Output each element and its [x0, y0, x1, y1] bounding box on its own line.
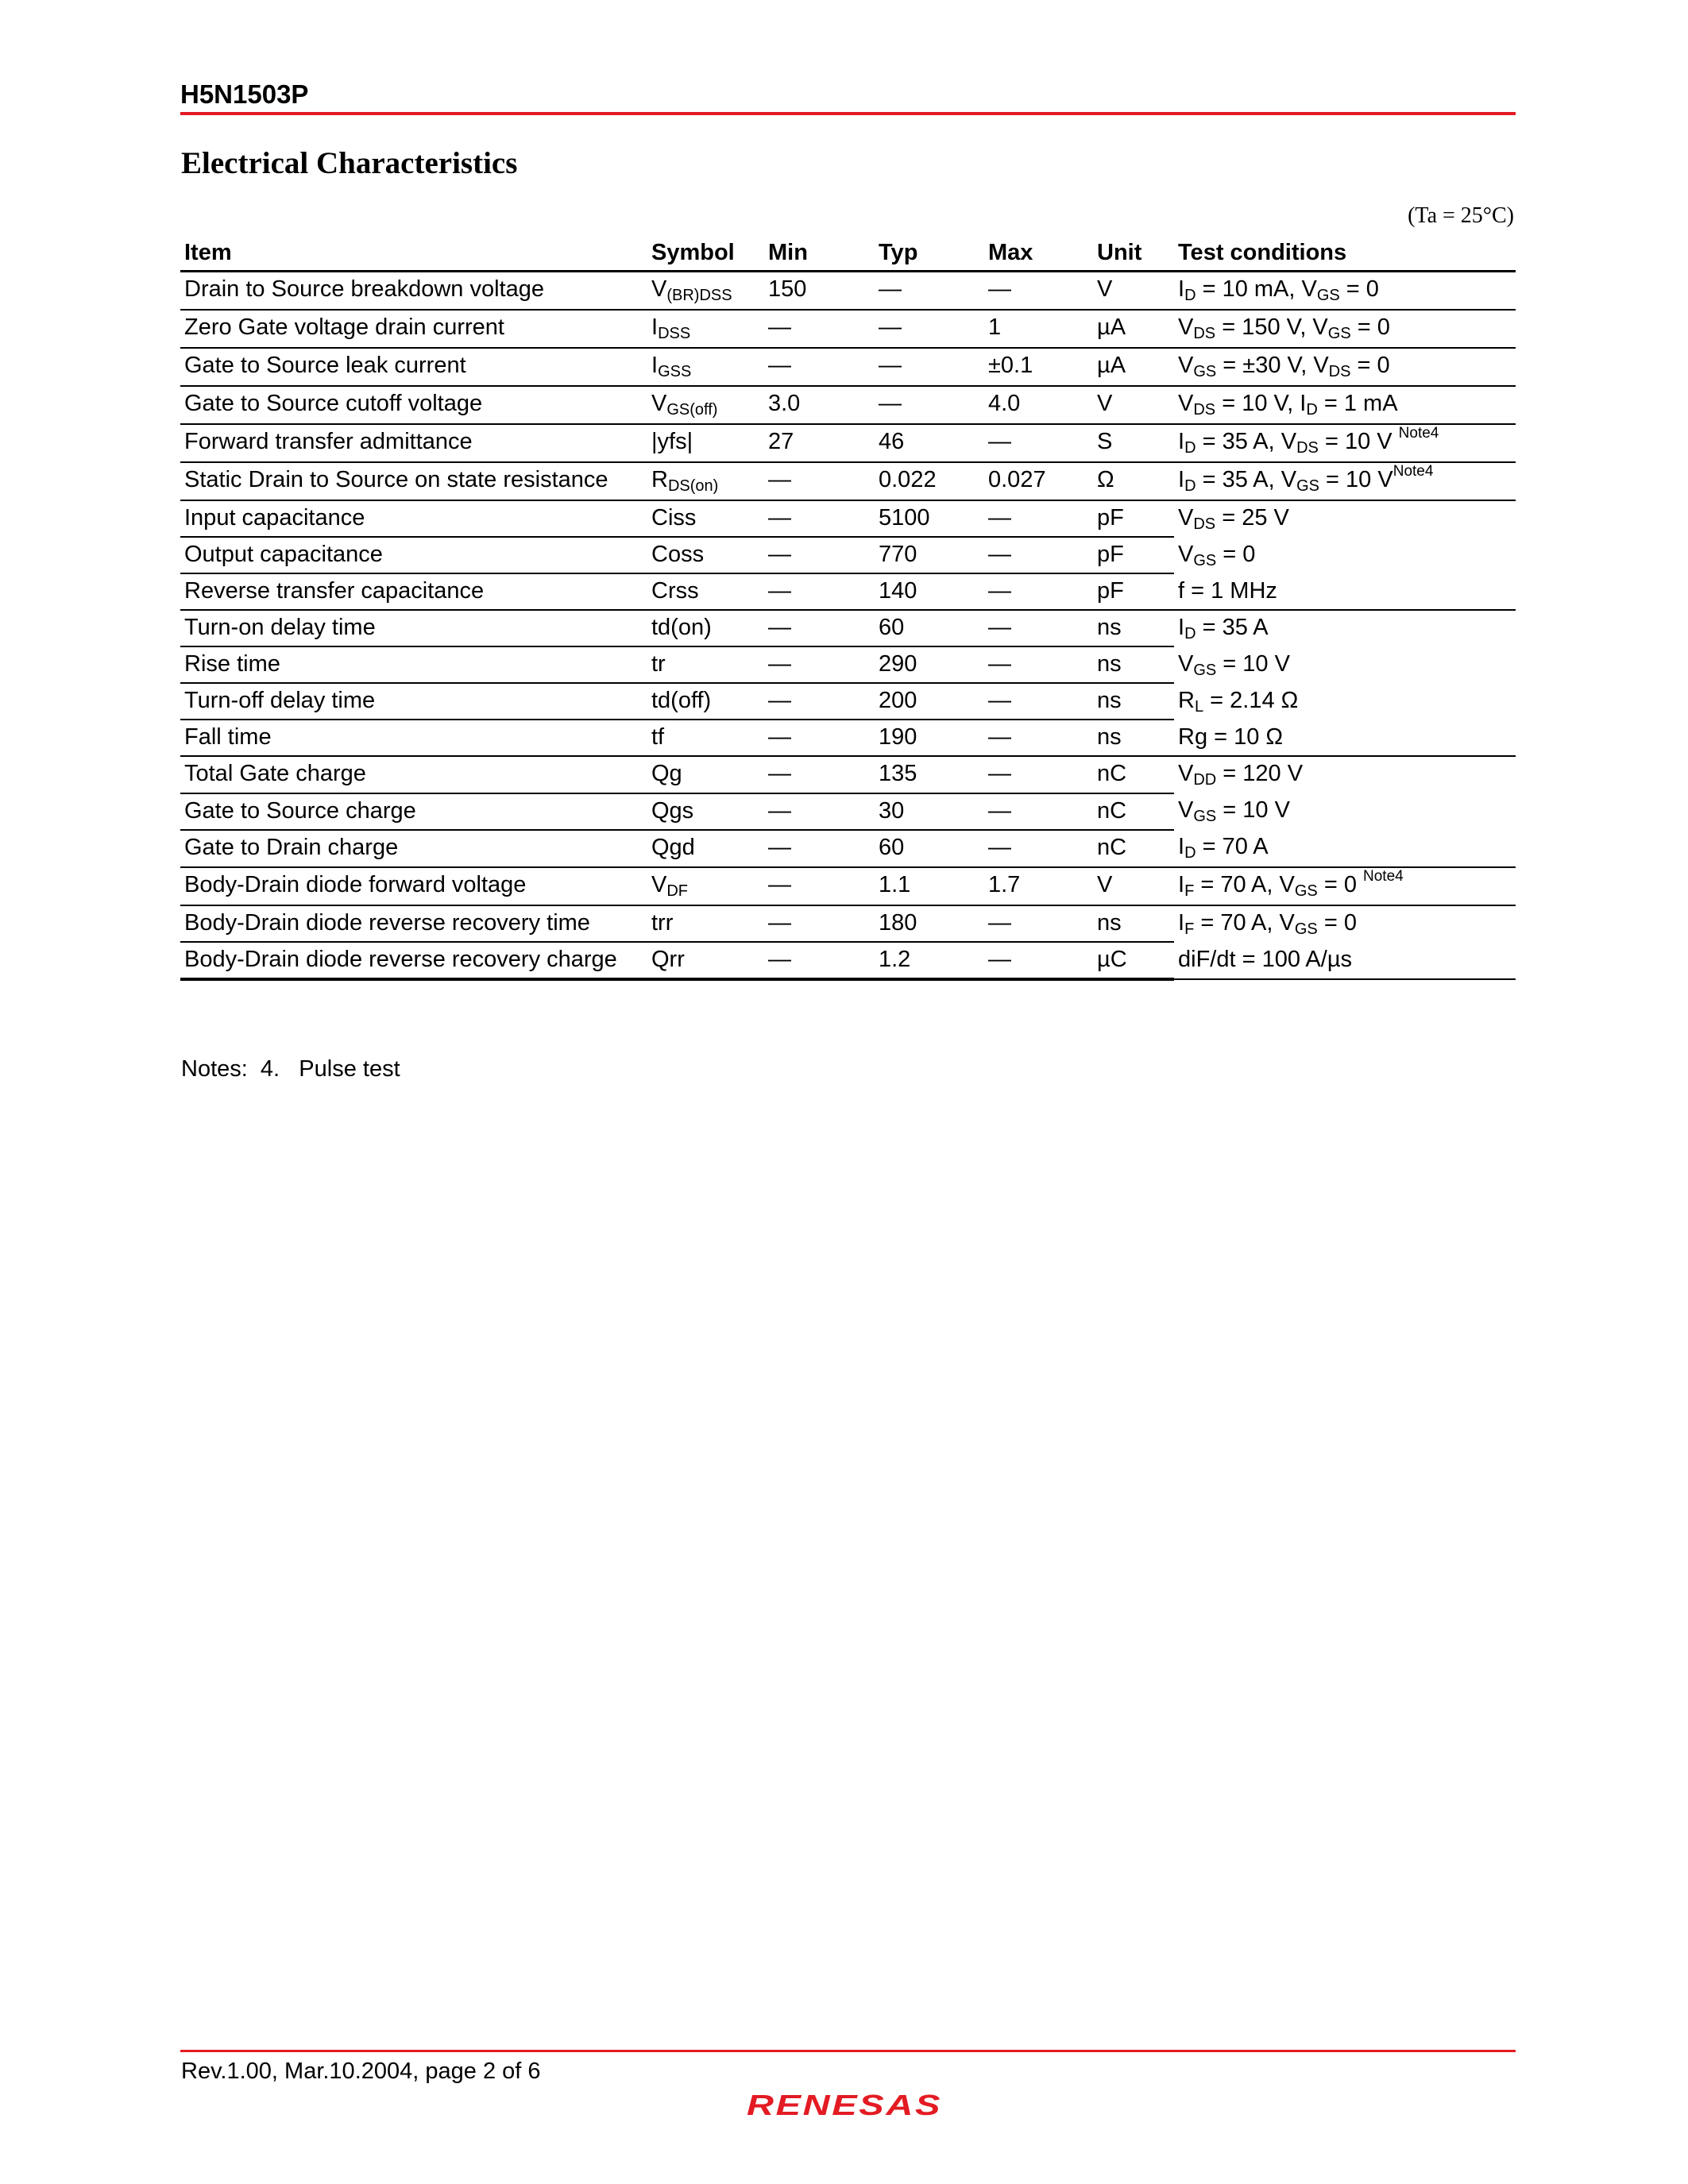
condition-subscript: GS: [1193, 808, 1217, 825]
condition-subscript: GS: [1193, 662, 1217, 679]
symbol-text: tr: [651, 651, 666, 677]
cell-min: —: [764, 830, 875, 867]
header-typ: Typ: [875, 235, 984, 272]
symbol-text: |yfs|: [651, 429, 693, 454]
cell-max: —: [984, 573, 1093, 610]
header-red-rule: [180, 112, 1516, 115]
cell-max: —: [984, 830, 1093, 867]
condition-text: I: [1178, 910, 1185, 936]
cell-typ: 770: [875, 537, 984, 573]
cell-typ: —: [875, 310, 984, 348]
condition-subscript: D: [1184, 439, 1196, 457]
symbol-text: td(off): [651, 688, 712, 713]
renesas-logo: [747, 2086, 945, 2125]
condition-note-ref: Note4: [1363, 868, 1404, 885]
cell-symbol: [647, 942, 764, 979]
cell-max: —: [984, 756, 1093, 793]
header-unit: Unit: [1093, 235, 1174, 272]
condition-subscript: DS: [1193, 401, 1216, 419]
condition-line: [1178, 501, 1516, 538]
symbol-subscript: (BR)DSS: [666, 287, 732, 304]
table-row: [180, 310, 1516, 348]
cell-item: Static Drain to Source on state resistance: [180, 462, 647, 500]
cell-max: 0.027: [984, 462, 1093, 500]
table-row: [180, 756, 1516, 793]
cell-item: Input capacitance: [180, 500, 647, 537]
table-row: [180, 348, 1516, 386]
cell-item: Fall time: [180, 720, 647, 756]
cell-unit: ns: [1093, 646, 1174, 683]
condition-text: Rg = 10 Ω: [1178, 724, 1284, 750]
cell-min: —: [764, 756, 875, 793]
condition-text: V: [1178, 505, 1194, 531]
cell-item: Gate to Source leak current: [180, 348, 647, 386]
condition-text: = 1 mA: [1317, 391, 1398, 416]
symbol-text: Qgs: [651, 797, 694, 824]
cell-unit: pF: [1093, 500, 1174, 537]
cell-min: —: [764, 720, 875, 756]
condition-text: = 0: [1339, 276, 1379, 302]
condition-text: I: [1178, 834, 1185, 859]
condition-line: [1178, 757, 1516, 793]
table-row: [180, 386, 1516, 424]
cell-min: 150: [764, 272, 875, 311]
table-header-row: [180, 235, 1516, 272]
header-max: Max: [984, 235, 1093, 272]
condition-line: [1178, 720, 1516, 754]
condition-subscript: GS: [1294, 920, 1318, 938]
condition-subscript: DS: [1193, 515, 1216, 533]
electrical-characteristics-table: [180, 235, 1516, 981]
cell-typ: 140: [875, 573, 984, 610]
condition-subscript: D: [1184, 625, 1196, 642]
condition-subscript: F: [1184, 882, 1195, 900]
symbol-subscript: DS(on): [667, 477, 719, 495]
cell-test-conditions: [1174, 462, 1516, 500]
cell-unit: µA: [1093, 348, 1174, 386]
cell-min: —: [764, 573, 875, 610]
cell-max: —: [984, 646, 1093, 683]
condition-text: = 0: [1216, 542, 1256, 567]
cell-item: Rise time: [180, 646, 647, 683]
header-symbol: Symbol: [647, 235, 764, 272]
condition-text: = 0: [1350, 314, 1390, 340]
cell-unit: ns: [1093, 683, 1174, 720]
table-row: [180, 867, 1516, 905]
condition-text: = 120 V: [1216, 761, 1304, 786]
cell-symbol: [647, 537, 764, 573]
symbol-text: tf: [651, 724, 665, 750]
cell-symbol: [647, 610, 764, 646]
symbol-text: V: [651, 391, 667, 416]
condition-line: [1178, 647, 1516, 684]
cell-test-conditions: [1174, 756, 1516, 867]
symbol-text: Qgd: [651, 835, 695, 861]
symbol-subscript: GSS: [658, 363, 692, 380]
cell-test-conditions: [1174, 867, 1516, 905]
header-part-number: H5N1503P: [180, 79, 309, 109]
cell-min: —: [764, 867, 875, 905]
condition-text: V: [1178, 651, 1194, 677]
cell-item: Turn-off delay time: [180, 683, 647, 720]
cell-min: —: [764, 905, 875, 942]
condition-text: = 35 A, V: [1196, 467, 1297, 492]
table-row: [180, 610, 1516, 646]
condition-text: V: [1178, 797, 1194, 823]
condition-text: = 10 V: [1318, 429, 1399, 454]
footer-red-rule: [180, 2050, 1516, 2052]
symbol-text: I: [651, 353, 659, 378]
condition-subscript: GS: [1296, 477, 1319, 495]
cell-item: Gate to Source charge: [180, 793, 647, 831]
cell-symbol: [647, 646, 764, 683]
cell-max: —: [984, 424, 1093, 462]
cell-test-conditions: [1174, 424, 1516, 462]
symbol-text: R: [651, 467, 668, 492]
symbol-text: Qg: [651, 761, 682, 786]
table-body: [180, 272, 1516, 980]
cell-max: 1: [984, 310, 1093, 348]
cell-test-conditions: [1174, 310, 1516, 348]
condition-text: V: [1178, 761, 1194, 786]
symbol-text: Ciss: [651, 505, 697, 531]
cell-max: 4.0: [984, 386, 1093, 424]
symbol-text: Qrr: [651, 947, 685, 972]
condition-subscript: DS: [1328, 363, 1351, 380]
condition-subscript: D: [1184, 287, 1196, 304]
condition-text: = 10 mA, V: [1196, 276, 1317, 302]
condition-text: = 2.14 Ω: [1203, 688, 1299, 713]
cell-symbol: [647, 348, 764, 386]
symbol-subscript: DF: [666, 882, 689, 900]
condition-text: = 10 V: [1216, 651, 1290, 677]
cell-max: —: [984, 683, 1093, 720]
condition-text: f = 1 MHz: [1178, 578, 1277, 604]
condition-line: [1178, 538, 1516, 574]
condition-note-ref: Note4: [1398, 425, 1439, 442]
cell-max: —: [984, 500, 1093, 537]
condition-line: [1178, 611, 1516, 647]
cell-symbol: [647, 830, 764, 867]
condition-text: I: [1178, 276, 1185, 302]
cell-item: Total Gate charge: [180, 756, 647, 793]
cell-item: Gate to Source cutoff voltage: [180, 386, 647, 424]
cell-test-conditions: [1174, 272, 1516, 311]
ambient-temperature-note: (Ta = 25°C): [1408, 203, 1514, 228]
condition-text: diF/dt = 100 A/µs: [1178, 947, 1353, 972]
condition-text: = 10 V: [1216, 797, 1290, 823]
cell-unit: pF: [1093, 573, 1174, 610]
cell-max: —: [984, 537, 1093, 573]
cell-min: —: [764, 310, 875, 348]
cell-max: —: [984, 793, 1093, 831]
header-test-conditions: Test conditions: [1174, 235, 1516, 272]
cell-symbol: [647, 386, 764, 424]
condition-text: = 0: [1317, 910, 1357, 936]
symbol-subscript: GS(off): [666, 401, 718, 419]
symbol-text: td(on): [651, 615, 712, 640]
cell-symbol: [647, 793, 764, 831]
cell-unit: pF: [1093, 537, 1174, 573]
cell-symbol: [647, 573, 764, 610]
cell-item: Body-Drain diode reverse recovery charge: [180, 942, 647, 979]
condition-note-ref: Note4: [1393, 463, 1434, 480]
cell-item: Body-Drain diode forward voltage: [180, 867, 647, 905]
condition-line: [1178, 943, 1516, 977]
condition-subscript: D: [1184, 844, 1196, 862]
condition-text: V: [1178, 391, 1194, 416]
cell-symbol: [647, 310, 764, 348]
cell-min: —: [764, 683, 875, 720]
cell-max: —: [984, 942, 1093, 979]
cell-symbol: [647, 272, 764, 311]
cell-symbol: [647, 500, 764, 537]
cell-typ: —: [875, 386, 984, 424]
cell-typ: 0.022: [875, 462, 984, 500]
cell-typ: 200: [875, 683, 984, 720]
cell-test-conditions: [1174, 348, 1516, 386]
condition-line: [1178, 830, 1516, 866]
condition-line: [1178, 684, 1516, 720]
condition-subscript: D: [1306, 401, 1318, 419]
condition-line: [1178, 906, 1516, 943]
condition-line: [1178, 793, 1516, 830]
cell-item: Gate to Drain charge: [180, 830, 647, 867]
condition-text: V: [1178, 353, 1194, 378]
cell-max: 1.7: [984, 867, 1093, 905]
condition-text: = ±30 V, V: [1216, 353, 1329, 378]
condition-subscript: GS: [1294, 882, 1318, 900]
symbol-text: Coss: [651, 542, 705, 567]
cell-unit: V: [1093, 272, 1174, 311]
symbol-text: I: [651, 314, 659, 340]
condition-text: = 70 A, V: [1194, 910, 1295, 936]
cell-min: —: [764, 500, 875, 537]
cell-min: —: [764, 462, 875, 500]
cell-max: —: [984, 905, 1093, 942]
cell-unit: nC: [1093, 756, 1174, 793]
table-row: [180, 905, 1516, 942]
condition-subscript: D: [1184, 477, 1196, 495]
condition-subscript: GS: [1316, 287, 1340, 304]
cell-typ: 46: [875, 424, 984, 462]
cell-unit: µC: [1093, 942, 1174, 979]
table-row: [180, 272, 1516, 311]
table-row: [180, 462, 1516, 500]
condition-text: I: [1178, 467, 1185, 492]
cell-unit: S: [1093, 424, 1174, 462]
notes: Notes: 4. Pulse test: [181, 1056, 400, 1082]
svg-text:RENESAS: RENESAS: [747, 2089, 942, 2121]
cell-unit: ns: [1093, 905, 1174, 942]
cell-item: Drain to Source breakdown voltage: [180, 272, 647, 311]
condition-text: I: [1178, 872, 1185, 897]
condition-text: V: [1178, 314, 1194, 340]
cell-test-conditions: [1174, 386, 1516, 424]
cell-unit: V: [1093, 386, 1174, 424]
cell-min: 27: [764, 424, 875, 462]
cell-typ: —: [875, 348, 984, 386]
cell-symbol: [647, 462, 764, 500]
condition-text: = 70 A: [1196, 834, 1269, 859]
condition-text: = 150 V, V: [1215, 314, 1328, 340]
symbol-text: trr: [651, 910, 674, 936]
cell-item: Reverse transfer capacitance: [180, 573, 647, 610]
condition-subscript: GS: [1327, 325, 1351, 342]
cell-symbol: [647, 424, 764, 462]
symbol-text: V: [651, 872, 667, 897]
symbol-subscript: DSS: [658, 325, 691, 342]
cell-item: Forward transfer admittance: [180, 424, 647, 462]
condition-subscript: GS: [1193, 552, 1217, 569]
condition-text: I: [1178, 615, 1185, 640]
cell-test-conditions: [1174, 610, 1516, 756]
condition-subscript: DS: [1193, 325, 1216, 342]
cell-symbol: [647, 683, 764, 720]
cell-test-conditions: [1174, 500, 1516, 610]
condition-subscript: GS: [1193, 363, 1217, 380]
condition-text: V: [1178, 542, 1194, 567]
cell-typ: 135: [875, 756, 984, 793]
cell-min: —: [764, 610, 875, 646]
cell-test-conditions: [1174, 905, 1516, 979]
cell-unit: ns: [1093, 720, 1174, 756]
table-row: [180, 500, 1516, 537]
table-row: [180, 424, 1516, 462]
cell-min: —: [764, 646, 875, 683]
cell-typ: 60: [875, 610, 984, 646]
cell-typ: 30: [875, 793, 984, 831]
cell-typ: 290: [875, 646, 984, 683]
header-item: Item: [180, 235, 647, 272]
cell-symbol: [647, 756, 764, 793]
cell-max: —: [984, 272, 1093, 311]
cell-min: —: [764, 348, 875, 386]
condition-text: = 70 A, V: [1194, 872, 1295, 897]
header-min: Min: [764, 235, 875, 272]
condition-text: = 10 V: [1319, 467, 1393, 492]
cell-max: —: [984, 720, 1093, 756]
cell-min: 3.0: [764, 386, 875, 424]
condition-text: = 0: [1350, 353, 1390, 378]
cell-unit: nC: [1093, 793, 1174, 831]
symbol-text: Crss: [651, 578, 699, 604]
condition-line: [1178, 574, 1516, 608]
condition-subscript: L: [1194, 698, 1204, 716]
condition-text: = 25 V: [1215, 505, 1289, 531]
condition-text: I: [1178, 429, 1185, 454]
cell-max: —: [984, 610, 1093, 646]
cell-item: Output capacitance: [180, 537, 647, 573]
condition-subscript: DS: [1296, 439, 1319, 457]
cell-max: ±0.1: [984, 348, 1093, 386]
condition-subscript: F: [1184, 920, 1195, 938]
condition-text: = 0: [1317, 872, 1364, 897]
cell-unit: V: [1093, 867, 1174, 905]
cell-item: Zero Gate voltage drain current: [180, 310, 647, 348]
cell-typ: 180: [875, 905, 984, 942]
cell-typ: —: [875, 272, 984, 311]
condition-text: R: [1178, 688, 1195, 713]
condition-text: = 35 A: [1196, 615, 1269, 640]
cell-min: —: [764, 537, 875, 573]
cell-typ: 1.2: [875, 942, 984, 979]
condition-subscript: DD: [1193, 771, 1217, 789]
section-title: Electrical Characteristics: [181, 146, 518, 180]
cell-typ: 190: [875, 720, 984, 756]
footer-revision: Rev.1.00, Mar.10.2004, page 2 of 6: [181, 2059, 541, 2084]
symbol-text: V: [651, 276, 667, 302]
cell-symbol: [647, 720, 764, 756]
cell-item: Body-Drain diode reverse recovery time: [180, 905, 647, 942]
cell-unit: Ω: [1093, 462, 1174, 500]
cell-min: —: [764, 942, 875, 979]
cell-symbol: [647, 867, 764, 905]
condition-text: = 10 V, I: [1215, 391, 1307, 416]
cell-item: Turn-on delay time: [180, 610, 647, 646]
cell-symbol: [647, 905, 764, 942]
cell-typ: 60: [875, 830, 984, 867]
condition-text: = 35 A, V: [1196, 429, 1297, 454]
cell-unit: µA: [1093, 310, 1174, 348]
cell-unit: ns: [1093, 610, 1174, 646]
cell-typ: 1.1: [875, 867, 984, 905]
cell-min: —: [764, 793, 875, 831]
cell-typ: 5100: [875, 500, 984, 537]
cell-unit: nC: [1093, 830, 1174, 867]
